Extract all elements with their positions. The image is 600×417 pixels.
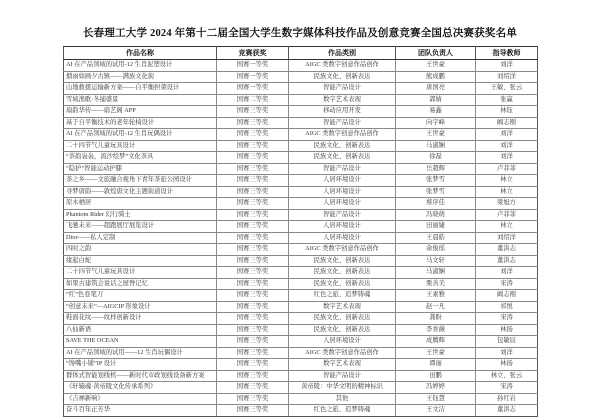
table-row xyxy=(64,370,538,382)
table-cell: 唐国亮 xyxy=(396,83,476,95)
column-header: 作品类别 xyxy=(289,47,396,60)
table-cell: 林扬 xyxy=(476,359,538,371)
table-row xyxy=(64,71,538,83)
table-row xyxy=(64,313,538,325)
table-row xyxy=(64,140,538,152)
column-header: 竞赛获奖 xyxy=(217,47,289,60)
table-row xyxy=(64,175,538,187)
table-cell: 八仙新语 xyxy=(64,324,217,336)
table-cell: 梁旭方 xyxy=(476,198,538,210)
table-row xyxy=(64,60,538,72)
table-cell: 国赛三等奖 xyxy=(217,198,289,210)
table-row xyxy=(64,336,538,348)
table-cell: 国赛三等奖 xyxy=(217,393,289,405)
table-cell: 郭婧 xyxy=(396,94,476,106)
table-cell: AIGC 类数字创意作品创作 xyxy=(289,347,396,359)
table-cell: 国赛三等奖 xyxy=(217,324,289,336)
table-cell: 民族文化、创新表达 xyxy=(289,71,396,83)
column-header: 作品名称 xyxy=(64,47,217,60)
table-cell: 民族文化、创新表达 xyxy=(289,278,396,290)
table-cell: 飞驰未来——超跑展厅展览设计 xyxy=(64,221,217,233)
table-cell: 林立 xyxy=(476,186,538,198)
table-cell: 国赛三等奖 xyxy=(217,301,289,313)
table-cell: 国赛三等奖 xyxy=(217,278,289,290)
table-cell: “创意未来”—AIGCIP 形象设计 xyxy=(64,301,217,313)
table-cell: 缘起白蛇 xyxy=(64,255,217,267)
table-cell: 刘洋 xyxy=(476,347,538,359)
table-cell: 卢菲菲 xyxy=(476,209,538,221)
table-cell: 王素雅 xyxy=(396,290,476,302)
table-cell: 赵一凡 xyxy=(396,301,476,313)
table-cell: 数字艺术表现 xyxy=(289,359,396,371)
column-header: 指导教师 xyxy=(476,47,538,60)
table-row xyxy=(64,232,538,244)
table-cell: 基于自平衡技术的老年轮椅设计 xyxy=(64,117,217,129)
table-cell: 王晨皓 xyxy=(396,232,476,244)
table-row xyxy=(64,278,538,290)
table-cell: 孙红岩 xyxy=(476,393,538,405)
table-cell: 蔡序佳 xyxy=(396,198,476,210)
table-cell: AI 在产品领域的试用-12 生肖玩偶设计 xyxy=(64,129,217,141)
table-cell: AI 在产品领域的试用——12 生肖玩偶设计 xyxy=(64,347,217,359)
table-cell: AIGC 类数字创意作品创作 xyxy=(289,129,396,141)
table-cell: 成腾辉 xyxy=(396,336,476,348)
table-cell: 原木栖居 xyxy=(64,198,217,210)
table-row xyxy=(64,221,538,233)
table-header xyxy=(64,47,538,60)
table-cell: 四时之韵 xyxy=(64,244,217,256)
table-cell: 寻梦唐韵——敦煌唐文化主题街道设计 xyxy=(64,186,217,198)
table-row xyxy=(64,382,538,394)
table-cell: 国赛三等奖 xyxy=(217,347,289,359)
table-cell: 民族文化、创新表达 xyxy=(289,152,396,164)
table-row xyxy=(64,405,538,417)
table-cell: 其他 xyxy=(289,393,396,405)
table-row xyxy=(64,301,538,313)
table-cell: 张梦雪 xyxy=(396,186,476,198)
table-cell: 红色之旅、追梦铸魂 xyxy=(289,405,396,417)
table-cell: 董洪志 xyxy=(476,255,538,267)
table-cell: 王文洁 xyxy=(396,405,476,417)
table-cell: 刘洋 xyxy=(476,152,538,164)
table-cell: AIGC 类数字创意作品创作 xyxy=(289,244,396,256)
table-cell: 国赛三等奖 xyxy=(217,175,289,187)
table-row xyxy=(64,244,538,256)
table-cell: AIGC 类数字创意作品创作 xyxy=(289,60,396,72)
table-row xyxy=(64,186,538,198)
table-cell: 人居环境设计 xyxy=(289,232,396,244)
table-cell: 茶之乡——文旅融合视角下青年茶旅公园设计 xyxy=(64,175,217,187)
table-cell: 人居环境设计 xyxy=(289,186,396,198)
table-cell: “红”色卷笔刀 xyxy=(64,290,217,302)
table-cell: 卢菲菲 xyxy=(476,163,538,175)
table-cell: 智能产品设计 xyxy=(289,209,396,221)
table-cell: 国赛三等奖 xyxy=(217,370,289,382)
table-cell: 李育薇 xyxy=(396,324,476,336)
table-cell: 易鑫 xyxy=(396,106,476,118)
table-cell: AI 在产品领域的试用-12 生肖泥塑设计 xyxy=(64,60,217,72)
table-cell: 田丽婕 xyxy=(396,221,476,233)
table-cell: 雪域渔歌·冬捕盛景 xyxy=(64,94,217,106)
table-cell: 群体式智能划线机——新时代市政划线设备新方案 xyxy=(64,370,217,382)
table-row xyxy=(64,152,538,164)
table-cell: 人居环境设计 xyxy=(289,221,396,233)
table-cell: 人居环境设计 xyxy=(289,175,396,187)
table-cell: 国赛三等奖 xyxy=(217,255,289,267)
table-cell: 刘洋 xyxy=(476,60,538,72)
table-cell: 包敏辰 xyxy=(476,336,538,348)
table-cell: SAVE THE OCEAN xyxy=(64,336,217,348)
table-cell: 国赛一等奖 xyxy=(217,71,289,83)
table-cell: 黄帝陵：中华文明的精神标识 xyxy=(289,382,396,394)
table-cell: 二十四节气儿童玩具设计 xyxy=(64,140,217,152)
table-cell: 刘洋 xyxy=(476,140,538,152)
table-cell: 国赛三等奖 xyxy=(217,232,289,244)
table-cell: 刘绍洋 xyxy=(476,71,538,83)
table-cell: 《吉禅新响》 xyxy=(64,393,217,405)
table-cell: 余俊瑶 xyxy=(396,244,476,256)
table-cell: 人居环境设计 xyxy=(289,198,396,210)
table-cell: 智能产品设计 xyxy=(289,117,396,129)
table-row xyxy=(64,117,538,129)
table-cell: 国赛三等奖 xyxy=(217,117,289,129)
table-cell: 刘绍洋 xyxy=(476,232,538,244)
table-row xyxy=(64,94,538,106)
table-cell: 宋涛 xyxy=(476,278,538,290)
table-cell: 张梦雪 xyxy=(396,175,476,187)
table-cell: 民族文化、创新表达 xyxy=(289,324,396,336)
table-cell: 国赛三等奖 xyxy=(217,267,289,279)
table-cell: 国赛三等奖 xyxy=(217,186,289,198)
header-row xyxy=(64,47,538,60)
table-cell: 烟雨如画夕古镇——满族文化街 xyxy=(64,71,217,83)
table-cell: 国赛三等奖 xyxy=(217,313,289,325)
table-cell: 向宇峰 xyxy=(396,117,476,129)
table-cell: 阚志刚 xyxy=(476,117,538,129)
table-cell: 山地救援运输新方案——自平衡担架设计 xyxy=(64,83,217,95)
table-cell: 董洪志 xyxy=(476,244,538,256)
table-cell: Phantom Rider 幻行骑士 xyxy=(64,209,217,221)
table-cell: 数字艺术表现 xyxy=(289,94,396,106)
table-cell: 宋涛 xyxy=(476,382,538,394)
table-row xyxy=(64,290,538,302)
table-cell: 智能产品设计 xyxy=(289,370,396,382)
table-cell: 宋涛 xyxy=(476,313,538,325)
table-cell: 刘洋 xyxy=(476,267,538,279)
table-cell: 红色之旅、追梦铸魂 xyxy=(289,290,396,302)
table-cell: 龚盼 xyxy=(396,313,476,325)
table-row xyxy=(64,267,538,279)
table-cell: 国赛三等奖 xyxy=(217,290,289,302)
table-cell: “馋嘴小铺”IP 设计 xyxy=(64,359,217,371)
table-cell: 国赛三等奖 xyxy=(217,221,289,233)
table-cell: 张赢 xyxy=(476,94,538,106)
table-cell: 国赛三等奖 xyxy=(217,152,289,164)
table-cell: 林扬 xyxy=(476,324,538,336)
table-cell: “隐护”智能运动护膝 xyxy=(64,163,217,175)
table-row xyxy=(64,255,538,267)
table-cell: 《轩辕魂·黄帝陵文化传承系列》 xyxy=(64,382,217,394)
table-cell: 数字艺术表现 xyxy=(289,301,396,313)
table-cell: 智能产品设计 xyxy=(289,83,396,95)
table-cell: 奋斗百年正芳华 xyxy=(64,405,217,417)
table-cell: 民族文化、创新表达 xyxy=(289,255,396,267)
table-cell: 智能产品设计 xyxy=(289,163,396,175)
table-row xyxy=(64,163,538,175)
table-cell: 国赛三等奖 xyxy=(217,336,289,348)
table-cell: 人居环境设计 xyxy=(289,336,396,348)
table-cell: 林立 xyxy=(476,175,538,187)
table-cell: 谭丽 xyxy=(396,359,476,371)
table-cell: 如果古建筑会说话之屋脊记忆 xyxy=(64,278,217,290)
table-cell: 王世豪 xyxy=(396,347,476,359)
table-cell: 国赛三等奖 xyxy=(217,405,289,417)
table-cell: 刘洋 xyxy=(476,129,538,141)
table-cell: 马文轩 xyxy=(396,255,476,267)
table-row xyxy=(64,324,538,336)
table-cell: 岳超辉 xyxy=(396,163,476,175)
table-cell: 熊成鹏 xyxy=(396,71,476,83)
table-cell: “茶韵袅袅，流沙绘梦”文化茶具 xyxy=(64,152,217,164)
table-cell: 国赛三等奖 xyxy=(217,359,289,371)
table-row xyxy=(64,393,538,405)
table-row xyxy=(64,129,538,141)
table-cell: 鞋面花纹——纹样创新设计 xyxy=(64,313,217,325)
table-cell: 国赛三等奖 xyxy=(217,244,289,256)
table-cell: 阚志刚 xyxy=(476,290,538,302)
page-title: 长春理工大学 2024 年第十二届全国大学生数字媒体科技作品及创意竞赛全国总决赛获奖名单 xyxy=(82,28,518,39)
table-cell: 国赛三等奖 xyxy=(217,382,289,394)
table-cell: 二十四节气儿童玩具设计 xyxy=(64,267,217,279)
table-row xyxy=(64,359,538,371)
table-cell: 林立、张云 xyxy=(476,370,538,382)
table-cell: Dior——私人定制 xyxy=(64,232,217,244)
table-cell: 王世豪 xyxy=(396,60,476,72)
table-cell: 国赛一等奖 xyxy=(217,83,289,95)
table-cell: 马淑娴 xyxy=(396,267,476,279)
table-row xyxy=(64,83,538,95)
table-cell: 王钰慧 xyxy=(396,393,476,405)
table-row xyxy=(64,198,538,210)
table-cell: 栗善美 xyxy=(396,278,476,290)
table-cell: 扇韵华传——扇艺阁 APP xyxy=(64,106,217,118)
table-cell: 国赛三等奖 xyxy=(217,129,289,141)
table-cell: 王世豪 xyxy=(396,129,476,141)
table-row xyxy=(64,347,538,359)
table-cell: 国赛三等奖 xyxy=(217,106,289,118)
table-cell: 徐磊 xyxy=(396,152,476,164)
table-cell: 林立 xyxy=(476,221,538,233)
table-cell: 民族文化、创新表达 xyxy=(289,140,396,152)
table-cell: 王敏、张云 xyxy=(476,83,538,95)
table-cell: 国赛二等奖 xyxy=(217,94,289,106)
table-cell: 移动应用开发 xyxy=(289,106,396,118)
table-row xyxy=(64,106,538,118)
table-cell: 冯晓萌 xyxy=(396,209,476,221)
table-cell: 祁悦 xyxy=(476,301,538,313)
column-header: 团队负责人 xyxy=(396,47,476,60)
table-cell: 田鹏 xyxy=(396,370,476,382)
table-row xyxy=(64,209,538,221)
table-cell: 国赛一等奖 xyxy=(217,60,289,72)
awards-table xyxy=(63,46,538,417)
table-cell: 林钰 xyxy=(476,106,538,118)
table-cell: 国赛三等奖 xyxy=(217,140,289,152)
table-body xyxy=(64,60,538,417)
table-cell: 国赛三等奖 xyxy=(217,209,289,221)
table-cell: 民族文化、创新表达 xyxy=(289,313,396,325)
table-cell: 民族文化、创新表达 xyxy=(289,267,396,279)
table-cell: 冯婷婷 xyxy=(396,382,476,394)
table-cell: 董洪志 xyxy=(476,405,538,417)
table-cell: 国赛三等奖 xyxy=(217,163,289,175)
table-cell: 马淑娴 xyxy=(396,140,476,152)
